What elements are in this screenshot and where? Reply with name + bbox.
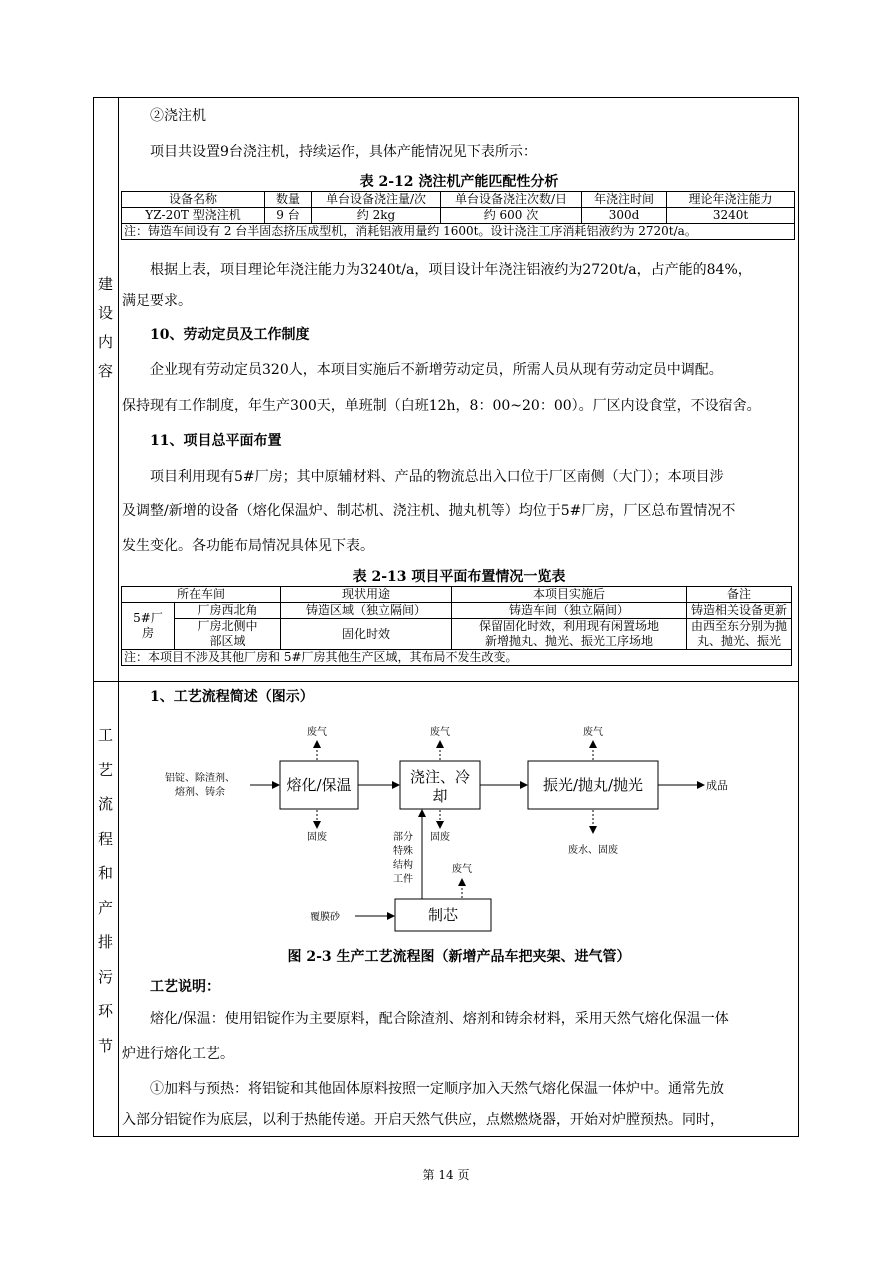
table-cell: 9 台: [265, 208, 312, 224]
paragraph-layout-l2: 及调整/新增的设备（熔化保温炉、制芯机、浇注机、抛丸机等）均位于5#厂房，厂区总布置情况不: [122, 503, 736, 519]
figure-caption: 图 2-3 生产工艺流程图（新增产品车把夹架、进气管）: [287, 949, 631, 965]
product-label: 成品: [706, 779, 728, 792]
gas-label-4: 废气: [452, 864, 472, 875]
side-label-process: 工 艺 流 程 和 产 排 污 环 节: [97, 726, 113, 1055]
casting-label-2: 却: [432, 787, 448, 805]
paragraph-labor-l2: 保持现有工作制度，年生产300天，单班制（白班12h，8：00~20：00）。厂区内设食堂，不设宿舍。: [122, 398, 761, 414]
page-number: 第 14 页: [422, 1168, 470, 1182]
table-cell: 由西至东分别为抛 丸、抛光、振光: [687, 619, 792, 650]
wastewater-solid-label: 废水、固废: [568, 845, 618, 856]
table-cell: 厂房北侧中 部区域: [175, 619, 281, 650]
heading-labor: 10、劳动定员及工作制度: [150, 327, 310, 343]
heading-process-flow: 1、工艺流程简述（图示）: [150, 689, 314, 705]
table-header: 单台设备浇注量/次: [312, 192, 441, 208]
table-cell: 铸造区域（独立隔间）: [281, 603, 452, 619]
paragraph-layout-l1: 项目利用现有5#厂房；其中原辅材料、产品的物流总出入口位于厂区南侧（大门）；本项目涉: [150, 469, 724, 485]
table-cell: 约 2kg: [312, 208, 441, 224]
paragraph-feeding-l2: 入部分铝锭作为底层，以利于热能传递。开启天然气供应，点燃燃烧器，开始对炉膛预热。同时，: [122, 1112, 724, 1128]
table-header: 年浇注时间: [582, 192, 667, 208]
table-cell: 约 600 次: [441, 208, 582, 224]
table-header: 数量: [265, 192, 312, 208]
table-header: 设备名称: [122, 192, 265, 208]
special-parts-label-1: 部分: [393, 832, 413, 843]
table-cell-workshop: 5#厂 房: [122, 603, 175, 650]
table-header: 所在车间: [122, 587, 281, 603]
input-materials-label: 铝锭、除渣剂、: [165, 773, 235, 784]
item-title-casting-machine: ②浇注机: [150, 108, 206, 124]
special-parts-label-3: 结构: [393, 860, 413, 871]
coated-sand-label: 覆膜砂: [310, 912, 340, 923]
table-cell: YZ-20T 型浇注机: [122, 208, 265, 224]
paragraph-layout-l3: 发生变化。各功能布局情况具体见下表。: [122, 538, 374, 554]
core-label: 制芯: [427, 906, 459, 924]
paragraph-labor-l1: 企业现有劳动定员320人，本项目实施后不新增劳动定员，所需人员从现有劳动定员中调配。: [150, 362, 723, 378]
side-label-construction: 建 设 内 容: [97, 275, 113, 380]
paragraph-melting-l1: 熔化/保温：使用铝锭作为主要原料，配合除渣剂、熔剂和铸余材料，采用天然气熔化保温一体: [150, 1011, 729, 1027]
table-cell: 300d: [582, 208, 667, 224]
table-header: 现状用途: [281, 587, 452, 603]
solid-label-1: 固废: [307, 832, 327, 843]
special-parts-label-2: 特殊: [393, 846, 413, 857]
table-header: 理论年浇注能力: [667, 192, 795, 208]
table-cell: 3240t: [667, 208, 795, 224]
polishing-label: 振光/抛丸/抛光: [542, 776, 644, 794]
paragraph-capacity-l2: 满足要求。: [122, 293, 192, 309]
table-cell: 保留固化时效，利用现有闲置场地 新增抛丸、抛光、振光工序场地: [452, 619, 687, 650]
paragraph-melting-l2: 炉进行熔化工艺。: [122, 1046, 234, 1062]
gas-label-3: 废气: [583, 727, 603, 738]
solid-label-2: 固废: [430, 832, 450, 843]
table-note: 注：本项目不涉及其他厂房和 5#厂房其他生产区域，其布局不发生改变。: [122, 650, 792, 666]
paragraph-casting-machines: 项目共设置9台浇注机，持续运作，具体产能情况见下表所示：: [150, 144, 537, 160]
special-parts-label-4: 工件: [393, 874, 413, 885]
table-cell: 铸造车间（独立隔间）: [452, 603, 687, 619]
process-description-title: 工艺说明：: [150, 979, 220, 995]
gas-label-2: 废气: [430, 727, 450, 738]
table-header: 单台设备浇注次数/日: [441, 192, 582, 208]
paragraph-feeding-l1: ①加料与预热：将铝锭和其他固体原料按照一定顺序加入天然气熔化保温一体炉中。通常先放: [150, 1081, 724, 1097]
table-caption-2-12: 表 2-12 浇注机产能匹配性分析: [359, 174, 559, 190]
table-header: 本项目实施后: [452, 587, 687, 603]
table-cell: 固化时效: [281, 619, 452, 650]
paragraph-capacity-l1: 根据上表，项目理论年浇注能力为3240t/a，项目设计年浇注铝液约为2720t/a，占产能的84%，: [150, 262, 752, 278]
input-materials-label-2: 熔剂、铸余: [175, 787, 225, 798]
table-cell: 铸造相关设备更新: [687, 603, 792, 619]
table-cell: 厂房西北角: [175, 603, 281, 619]
gas-label-1: 废气: [307, 727, 327, 738]
heading-layout: 11、项目总平面布置: [150, 433, 282, 449]
casting-label: 浇注、冷: [409, 768, 471, 786]
table-note: 注：铸造车间设有 2 台半固态挤压成型机，消耗铝液用量约 1600t。设计浇注工序消耗铝液约为 2720t/a。: [122, 224, 795, 240]
table-caption-2-13: 表 2-13 项目平面布置情况一览表: [352, 569, 566, 585]
melting-label: 熔化/保温: [286, 776, 352, 794]
table-header: 备注: [687, 587, 792, 603]
